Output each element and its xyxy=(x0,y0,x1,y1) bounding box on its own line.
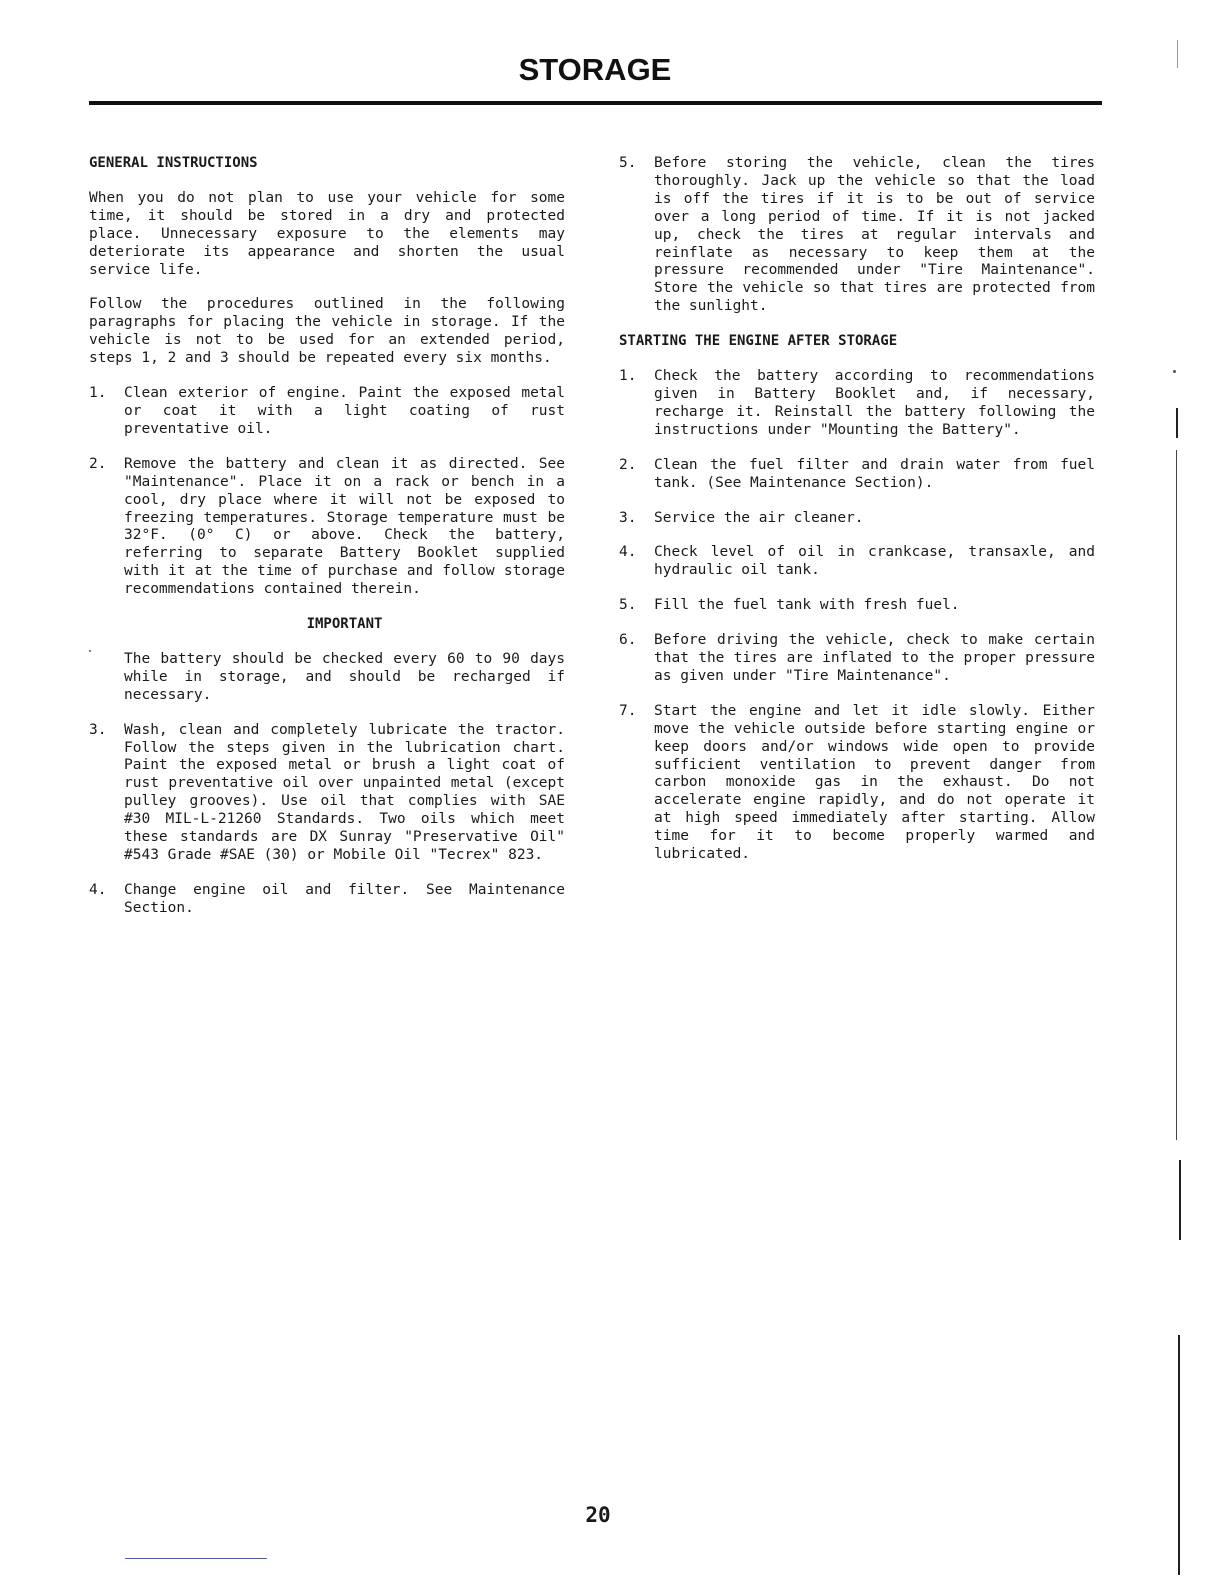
item-text: Remove the battery and clean it as directed. See "Maintenance". Place it on a rack or bench in a cool, dry place where it will not be exposed to freezing temperatures. Storage temperature must be 32°F. (0° C) or above. Check the battery, referring to separate Battery Booklet supplied with it at the time of purchase and follow storage recommendations contained therein. xyxy=(124,455,565,598)
item-number: 4. xyxy=(619,544,637,561)
scan-edge-mark xyxy=(1176,450,1177,1140)
important-label: IMPORTANT xyxy=(306,616,383,633)
item-number: 6. xyxy=(619,632,637,649)
item-text: Clean exterior of engine. Paint the exposed metal or coat it with a light coating of rust preventative oil. xyxy=(124,385,565,437)
list-item xyxy=(619,510,1095,528)
important-note: The battery should be checked every 60 to 90 days while in storage, and should be recharged if necessary. xyxy=(124,650,565,703)
item-number: 1. xyxy=(619,368,637,385)
list-item xyxy=(89,456,565,599)
list-item xyxy=(89,385,565,439)
list-item xyxy=(619,368,1095,440)
list-item xyxy=(619,632,1095,686)
page-number: 20 xyxy=(585,1503,611,1527)
item-text: Before storing the vehicle, clean the tires thoroughly. Jack up the vehicle so that the load is off the tires if it is to be out of service over a long period of time. If it is not jacked up, check the tires at regular intervals and reinflate as necessary to keep them at the pressure recommended under "Tire Maintenance". Store the vehicle so that tires are protected from the sunlight. xyxy=(654,155,1095,315)
page-title: STORAGE xyxy=(518,52,672,87)
list-item xyxy=(619,703,1095,864)
item-number: 4. xyxy=(89,881,107,898)
scan-edge-mark xyxy=(1178,1335,1180,1575)
scan-edge-mark xyxy=(1176,408,1178,438)
item-text: Wash, clean and completely lubricate the tractor. Follow the steps given in the lubrication chart. Paint the exposed metal or brush a light coat of rust preventative oil over unpainted metal (except pulley grooves). Use oil that complies with SAE #30 MIL-L-21260 Standards. Two oils which meet these standards are DX Sunray "Preservative Oil" #543 Grade #SAE (30) or Mobile Oil "Tecrex" 823. xyxy=(124,721,565,863)
item-number: 2. xyxy=(89,455,107,472)
item-number: 1. xyxy=(89,385,107,402)
procedure-paragraph: Follow the procedures outlined in the following paragraphs for placing the vehicle in storage. If the vehicle is not to be used for an extended period, steps 1, 2 and 3 should be repeated every six months. xyxy=(89,296,565,367)
scan-speck xyxy=(1173,370,1176,373)
list-item xyxy=(89,722,565,865)
item-number: 5. xyxy=(619,597,637,614)
item-number: 3. xyxy=(619,509,637,526)
intro-paragraph: When you do not plan to use your vehicle for some time, it should be stored in a dry and protected place. Unnecessary exposure to the elements may deteriorate its appearance and shorten the usual service life. xyxy=(89,189,565,278)
list-item xyxy=(619,544,1095,580)
scan-edge-mark xyxy=(1177,40,1178,68)
right-column xyxy=(619,155,1095,881)
item-text: Clean the fuel filter and drain water from fuel tank. (See Maintenance Section). xyxy=(654,456,1095,491)
scan-edge-mark xyxy=(1179,1160,1181,1240)
item-text: Service the air cleaner. xyxy=(654,509,864,526)
general-instructions-heading: GENERAL INSTRUCTIONS xyxy=(89,155,258,171)
item-number: 5. xyxy=(619,155,637,171)
item-text: Start the engine and let it idle slowly. Either move the vehicle outside before starting engine or keep doors and/or windows wide open to provide sufficient ventilation to prevent danger from carbon monoxide gas in the exhaust. Do not accelerate engine rapidly, and do not operate it at high speed immediately after starting. Allow time for it to become properly warmed and lubricated. xyxy=(654,702,1095,863)
list-item xyxy=(619,597,1095,615)
left-column xyxy=(89,155,565,935)
starting-engine-heading: STARTING THE ENGINE AFTER STORAGE xyxy=(619,333,898,350)
scan-speck xyxy=(89,650,91,652)
item-text: Check level of oil in crankcase, transaxle, and hydraulic oil tank. xyxy=(654,544,1095,579)
item-text: Check the battery according to recommendations given in Battery Booklet and, if necessary, recharge it. Reinstall the battery following the instructions under "Mounting the Battery". xyxy=(654,368,1095,438)
item-number: 7. xyxy=(619,702,637,719)
footer-line xyxy=(125,1558,267,1559)
title-rule xyxy=(89,101,1102,105)
list-item xyxy=(619,457,1095,493)
item-text: Before driving the vehicle, check to make certain that the tires are inflated to the proper pressure as given under "Tire Maintenance". xyxy=(654,632,1095,684)
item-text: Fill the fuel tank with fresh fuel. xyxy=(654,597,960,614)
item-number: 2. xyxy=(619,456,637,473)
list-item xyxy=(619,155,1095,316)
list-item xyxy=(89,882,565,918)
item-number: 3. xyxy=(89,721,107,738)
item-text: Change engine oil and filter. See Maintenance Section. xyxy=(124,881,565,916)
